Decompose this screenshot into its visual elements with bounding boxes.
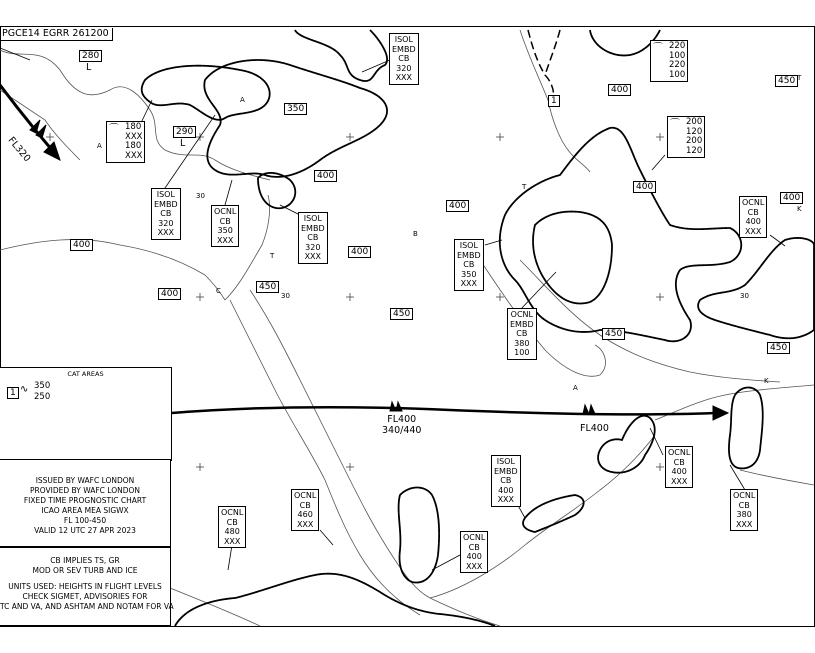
low-marker: L <box>180 138 186 149</box>
cat-area-id: 1 <box>548 95 560 107</box>
jet-label: FL400 340/440 <box>382 414 422 436</box>
jet-label: FL400 <box>580 423 609 434</box>
fl-label: 450 <box>256 281 279 293</box>
chart-header: PGCE14 EGRR 261200 <box>1 28 113 41</box>
fl-label: 400 <box>70 239 93 251</box>
fl-label: 400 <box>158 288 181 300</box>
latitude-label: 30 <box>740 292 749 300</box>
cb-box: ISOL EMBD CB 320 XXX <box>151 188 181 240</box>
issued-panel: ISSUED BY WAFC LONDON PROVIDED BY WAFC LONDON FIXED TIME PROGNOSTIC CHART ICAO AREA MEA SIGWX FL 100-450 VALID 12 UTC 27 APR 2023 <box>0 459 171 547</box>
fl-label: 400 <box>314 170 337 182</box>
fl-label: 400 <box>446 200 469 212</box>
cb-box: OCNL CB 380 XXX <box>730 489 758 531</box>
cb-box: OCNL EMBD CB 380 100 <box>507 308 537 360</box>
place-marker: T <box>270 252 275 260</box>
fl-label: 450 <box>767 342 790 354</box>
fl-label: 400 <box>633 181 656 193</box>
fl-label: 450 <box>390 308 413 320</box>
place-marker: A <box>573 384 578 392</box>
place-marker: A <box>240 96 245 104</box>
place-marker: T <box>522 183 527 191</box>
low-marker: L <box>86 62 92 73</box>
place-marker: C <box>216 287 221 295</box>
cb-area-13 <box>175 574 495 626</box>
cb-box: OCNL CB 480 XXX <box>218 506 246 548</box>
cb-box: OCNL CB 350 XXX <box>211 205 239 247</box>
cat-symbol-icon: ∿ <box>20 384 29 395</box>
place-marker: B <box>413 230 418 238</box>
wind-barb-3 <box>583 405 589 414</box>
fl-label: 280 <box>79 50 102 62</box>
cb-box: ISOL EMBD CB 400 XXX <box>491 455 521 507</box>
jet-stream-fl400 <box>172 407 715 414</box>
cb-area-3 <box>295 30 387 81</box>
cat-id-box: 1 <box>7 387 19 399</box>
jet-label: FL320 <box>5 135 33 165</box>
place-marker: K <box>764 377 769 385</box>
jet-arrow-fl400 <box>713 406 728 420</box>
turbulence-box: ⌒ 200 120 200 120 <box>667 116 705 158</box>
cb-area-6 <box>533 212 612 304</box>
turbulence-icon: ⌒ <box>653 43 663 54</box>
cb-area-2 <box>204 60 387 177</box>
cb-box: OCNL CB 460 XXX <box>291 489 319 531</box>
cb-area-9 <box>729 388 763 469</box>
cb-box: ISOL EMBD CB 320 XXX <box>389 33 419 85</box>
place-marker: K <box>797 205 802 213</box>
fl-label: 400 <box>608 84 631 96</box>
wind-barb-1 <box>390 402 396 411</box>
turbulence-box: ⌒ 220 100 220 100 <box>650 40 688 82</box>
turbulence-icon: ⌒ <box>670 119 680 130</box>
cat-upper: 350 <box>34 381 51 391</box>
fl-label: 400 <box>780 192 803 204</box>
notes-panel: CB IMPLIES TS, GR MOD OR SEV TURB AND ICE UNITS USED: HEIGHTS IN FLIGHT LEVELS CHECK SIGMET, ADVISORIES FOR TC AND VA, AND ASHTAM AND NOTAM FOR VA <box>0 547 171 626</box>
cb-box: ISOL EMBD CB 350 XXX <box>454 239 484 291</box>
place-marker: T <box>797 74 802 82</box>
cb-area-11 <box>523 495 584 532</box>
cb-box: ISOL EMBD CB 320 XXX <box>298 212 328 264</box>
latitude-label: 30 <box>281 292 290 300</box>
cb-area-8 <box>698 238 814 338</box>
latitude-label: 30 <box>196 192 205 200</box>
wind-barb-2 <box>396 402 402 411</box>
cb-box: OCNL CB 400 XXX <box>460 531 488 573</box>
fl-label: 400 <box>348 246 371 258</box>
place-marker: A <box>97 142 102 150</box>
cat-lower: 250 <box>34 392 51 402</box>
cb-box: OCNL CB 400 XXX <box>739 196 767 238</box>
cat-areas-panel <box>0 367 172 461</box>
cat-title: CAT AREAS <box>67 370 104 378</box>
fl-label: 350 <box>284 103 307 115</box>
turbulence-box: ⌒ 180 XXX 180 XXX <box>106 121 145 163</box>
cb-box: OCNL CB 400 XXX <box>665 446 693 488</box>
turbulence-icon: ⌒ <box>109 124 119 135</box>
fl-label: 290 <box>173 126 196 138</box>
cb-area-12 <box>399 488 440 583</box>
fl-label: 450 <box>602 328 625 340</box>
fl-label: 450 <box>775 75 798 87</box>
wind-barb-4 <box>589 405 595 414</box>
